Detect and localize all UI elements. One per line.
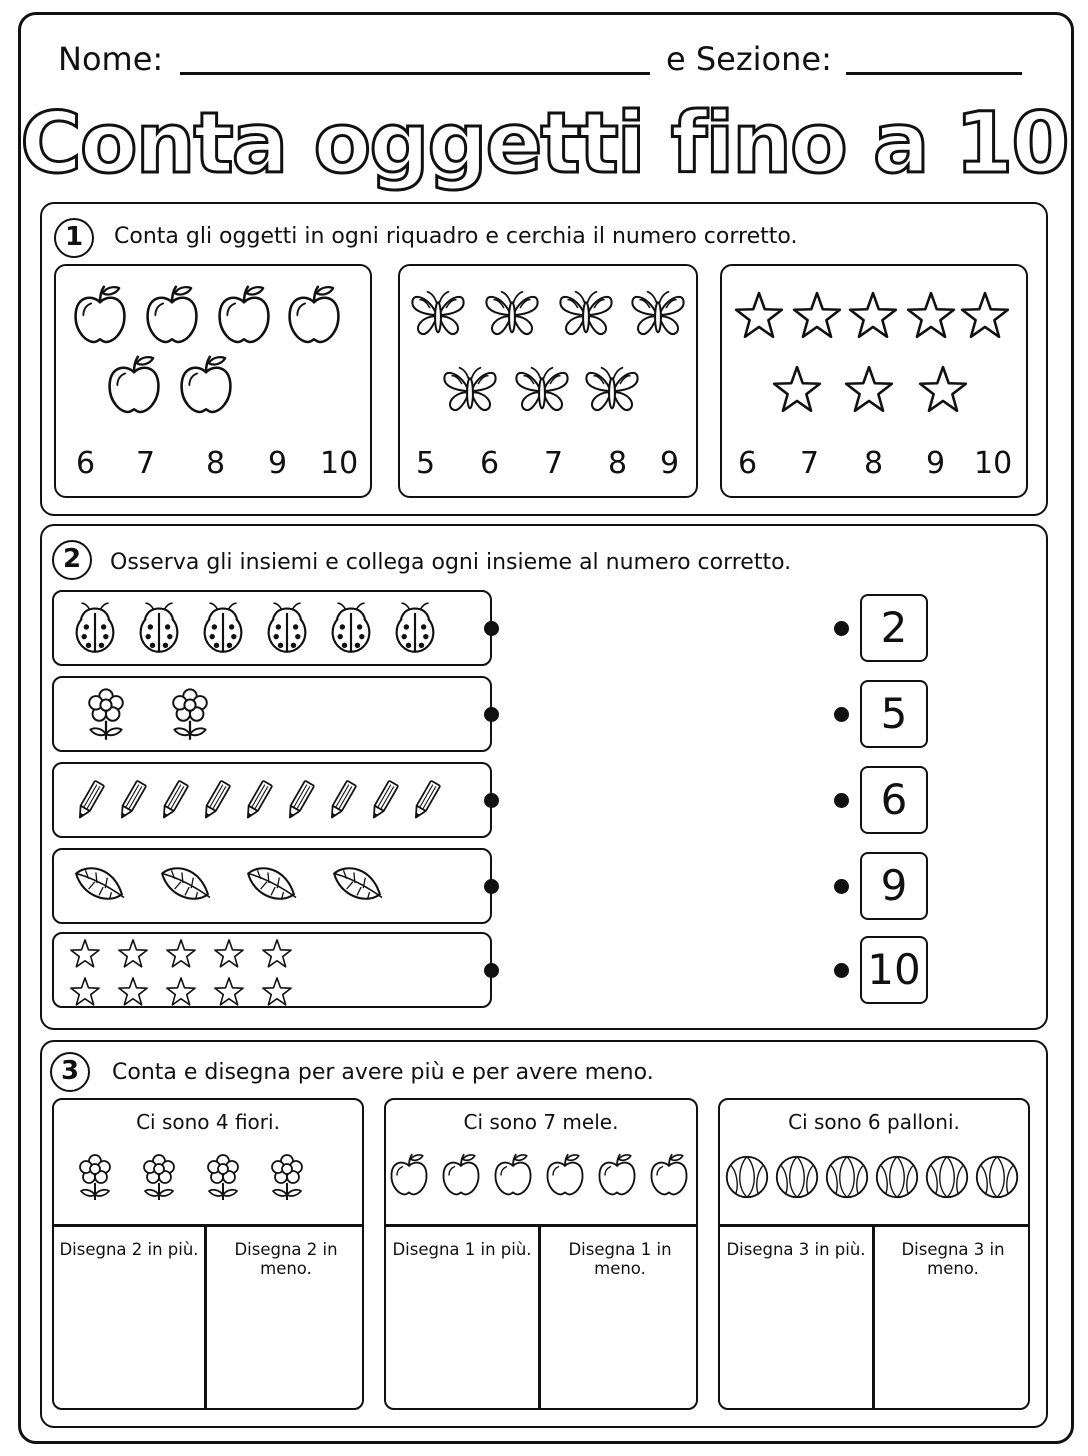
number-option[interactable]: 9 <box>926 446 946 481</box>
section-2 <box>40 524 1048 1030</box>
page-title: Conta oggetti fino a 10 <box>20 94 1068 192</box>
pencil-icon <box>362 772 406 828</box>
section-number: 1 <box>54 218 94 258</box>
star-icon <box>116 938 150 970</box>
number-box[interactable]: 10 <box>860 936 928 1004</box>
number-option[interactable]: 9 <box>268 446 288 481</box>
right-connector-dot[interactable] <box>834 707 849 722</box>
pencil-icon <box>152 772 196 828</box>
apple-icon <box>594 1150 640 1200</box>
flower-icon <box>134 1144 184 1210</box>
flower-icon <box>262 1144 312 1210</box>
card-title: Ci sono 7 mele. <box>463 1110 619 1134</box>
flower-icon <box>162 682 218 746</box>
star-icon <box>790 290 844 342</box>
ladybug-icon <box>132 598 186 658</box>
ladybug-icon <box>388 598 442 658</box>
pencil-icon <box>236 772 280 828</box>
draw-less-label: Disegna 2 in meno. <box>234 1240 338 1278</box>
star-icon <box>770 364 824 416</box>
apple-icon <box>542 1150 588 1200</box>
number-option[interactable]: 8 <box>864 446 884 481</box>
left-connector-dot[interactable] <box>484 707 499 722</box>
draw-less-label: Disegna 1 in meno. <box>568 1240 672 1278</box>
star-icon <box>846 290 900 342</box>
right-connector-dot[interactable] <box>834 793 849 808</box>
number-box[interactable]: 9 <box>860 852 928 920</box>
apple-icon <box>212 282 276 348</box>
left-connector-dot[interactable] <box>484 963 499 978</box>
pencil-icon <box>404 772 448 828</box>
star-icon <box>260 976 294 1008</box>
draw-less-label: Disegna 3 in meno. <box>901 1240 1005 1278</box>
ball-icon <box>974 1154 1020 1200</box>
number-option[interactable]: 5 <box>416 446 436 481</box>
name-label: Nome: <box>58 40 164 78</box>
name-line[interactable] <box>180 72 650 75</box>
set-row-pencils <box>52 762 492 838</box>
pencil-icon <box>68 772 112 828</box>
ball-icon <box>724 1154 770 1200</box>
ladybug-icon <box>196 598 250 658</box>
left-connector-dot[interactable] <box>484 793 499 808</box>
number-option[interactable]: 7 <box>544 446 564 481</box>
number-option[interactable]: 8 <box>206 446 226 481</box>
pencil-icon <box>278 772 322 828</box>
ladybug-icon <box>68 598 122 658</box>
butterfly-icon <box>436 362 504 420</box>
star-icon <box>68 938 102 970</box>
apple-icon <box>102 352 166 418</box>
butterfly-icon <box>404 286 472 344</box>
number-option[interactable]: 10 <box>974 446 1013 481</box>
card-divider <box>54 1224 362 1227</box>
apple-icon <box>68 282 132 348</box>
count-box-butterflies <box>398 264 698 498</box>
flower-icon <box>198 1144 248 1210</box>
set-row-ladybugs <box>52 590 492 666</box>
butterfly-icon <box>478 286 546 344</box>
left-connector-dot[interactable] <box>484 879 499 894</box>
apple-icon <box>386 1150 432 1200</box>
star-icon <box>116 976 150 1008</box>
leaf-icon <box>322 860 392 912</box>
leaf-icon <box>150 860 220 912</box>
apple-icon <box>282 282 346 348</box>
butterfly-icon <box>624 286 692 344</box>
section-label: e Sezione: <box>666 40 832 78</box>
pencil-icon <box>320 772 364 828</box>
number-option[interactable]: 6 <box>738 446 758 481</box>
apple-icon <box>140 282 204 348</box>
draw-card-balls <box>718 1098 1030 1410</box>
number-option[interactable]: 7 <box>136 446 156 481</box>
number-option[interactable]: 6 <box>480 446 500 481</box>
draw-more-label: Disegna 3 in più. <box>726 1240 866 1259</box>
section-number: 2 <box>52 540 92 580</box>
apple-icon <box>490 1150 536 1200</box>
right-connector-dot[interactable] <box>834 879 849 894</box>
count-box-stars <box>720 264 1028 498</box>
butterfly-icon <box>578 362 646 420</box>
draw-card-apples <box>384 1098 698 1410</box>
star-icon <box>212 976 246 1008</box>
star-icon <box>164 976 198 1008</box>
star-icon <box>260 938 294 970</box>
ball-icon <box>824 1154 870 1200</box>
number-option[interactable]: 10 <box>320 446 359 481</box>
star-icon <box>904 290 958 342</box>
right-connector-dot[interactable] <box>834 621 849 636</box>
right-connector-dot[interactable] <box>834 963 849 978</box>
pencil-icon <box>194 772 238 828</box>
card-title: Ci sono 4 fiori. <box>136 1110 280 1134</box>
butterfly-icon <box>552 286 620 344</box>
draw-more-label: Disegna 2 in più. <box>59 1240 199 1259</box>
number-option[interactable]: 8 <box>608 446 628 481</box>
star-icon <box>842 364 896 416</box>
star-icon <box>164 938 198 970</box>
section-instruction: Osserva gli insiemi e collega ogni insieme al numero corretto. <box>110 550 792 575</box>
header <box>40 40 1030 88</box>
leaf-icon <box>236 860 306 912</box>
number-box[interactable]: 2 <box>860 594 928 662</box>
number-box[interactable]: 5 <box>860 680 928 748</box>
star-icon <box>212 938 246 970</box>
count-box-apples <box>54 264 372 498</box>
left-connector-dot[interactable] <box>484 621 499 636</box>
section-3 <box>40 1040 1048 1428</box>
apple-icon <box>174 352 238 418</box>
ladybug-icon <box>324 598 378 658</box>
ball-icon <box>874 1154 920 1200</box>
apple-icon <box>438 1150 484 1200</box>
star-icon <box>68 976 102 1008</box>
set-row-leaves <box>52 848 492 924</box>
flower-icon <box>78 682 134 746</box>
ball-icon <box>774 1154 820 1200</box>
ladybug-icon <box>260 598 314 658</box>
ball-icon <box>924 1154 970 1200</box>
section-instruction: Conta e disegna per avere più e per avere meno. <box>112 1060 654 1085</box>
set-row-stars <box>52 932 492 1008</box>
number-option[interactable]: 6 <box>76 446 96 481</box>
number-option[interactable]: 7 <box>800 446 820 481</box>
section-line[interactable] <box>846 72 1022 75</box>
number-box[interactable]: 6 <box>860 766 928 834</box>
star-icon <box>916 364 970 416</box>
draw-card-flowers <box>52 1098 364 1410</box>
flower-icon <box>70 1144 120 1210</box>
section-1 <box>40 202 1048 516</box>
leaf-icon <box>64 860 134 912</box>
card-divider <box>386 1224 696 1227</box>
draw-more-label: Disegna 1 in più. <box>392 1240 532 1259</box>
star-icon <box>958 290 1012 342</box>
number-option[interactable]: 9 <box>660 446 680 481</box>
card-title: Ci sono 6 palloni. <box>788 1110 960 1134</box>
set-row-flowers <box>52 676 492 752</box>
star-icon <box>732 290 786 342</box>
pencil-icon <box>110 772 154 828</box>
section-number: 3 <box>50 1052 90 1092</box>
apple-icon <box>646 1150 692 1200</box>
butterfly-icon <box>508 362 576 420</box>
section-instruction: Conta gli oggetti in ogni riquadro e cerchia il numero corretto. <box>114 224 798 249</box>
